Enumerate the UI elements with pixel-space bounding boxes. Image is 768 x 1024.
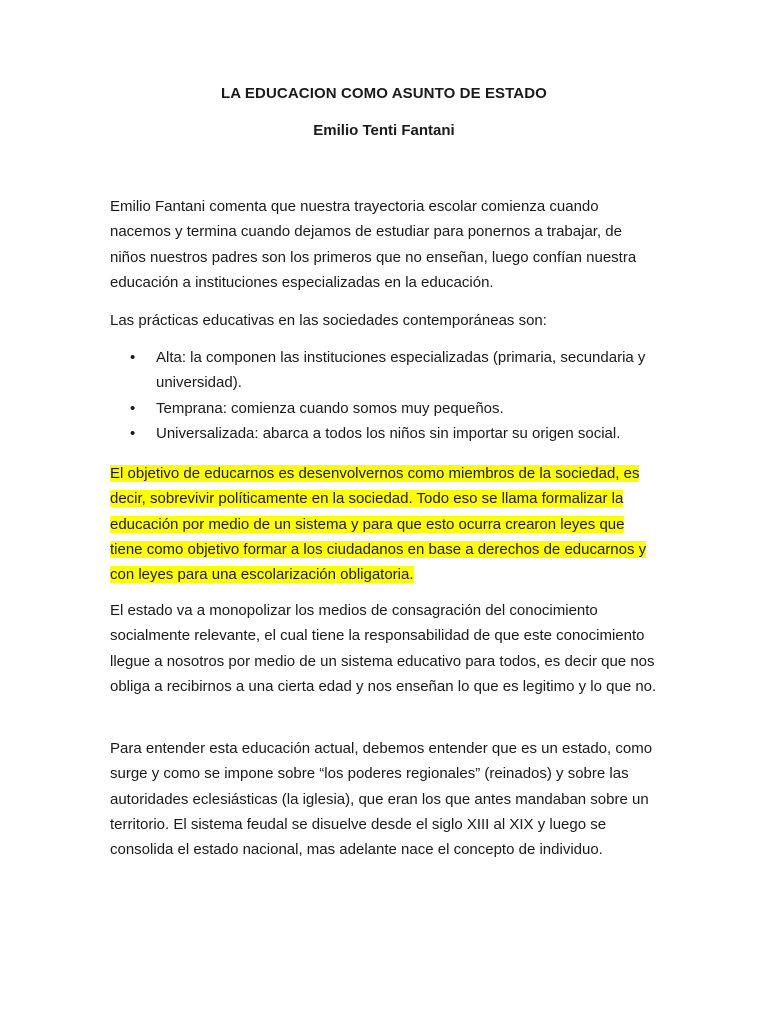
paragraph-history: Para entender esta educación actual, debemos entender que es un estado, como surge y como se impone sobre “los poderes regionales” (reinados) y sobre las autoridades eclesiásticas (la iglesia), que eran los que antes mandaban sobre un territorio. El sistema feudal se disuelve desde el siglo XIII al XIX y luego se consolida el estado nacional, mas adelante nace el concepto de individuo. — [110, 740, 653, 859]
document-author: Emilio Tenti Fantani — [313, 122, 455, 139]
bullet-icon: • — [130, 424, 136, 442]
list-item — [110, 345, 658, 396]
document-title: LA EDUCACION COMO ASUNTO DE ESTADO — [221, 85, 547, 102]
list-item-text: Alta: la componen las instituciones especializadas (primaria, secundaria y universidad). — [156, 349, 646, 392]
list-item — [110, 396, 658, 421]
paragraph-practices: Las prácticas educativas en las sociedades contemporáneas son: — [110, 312, 547, 329]
paragraph-intro: Emilio Fantani comenta que nuestra trayectoria escolar comienza cuando nacemos y termina cuando dejamos de estudiar para ponernos a trabajar, de niños nuestros padres son los primeros que no enseñan, luego confían nuestra educación a instituciones especializadas en la educación. — [110, 198, 637, 291]
paragraph-highlighted — [110, 461, 658, 587]
bullet-icon: • — [130, 349, 136, 366]
highlighted-text: El objetivo de educarnos es desenvolvernos como miembros de la sociedad, es decir, sobrevivir políticamente en la sociedad. Todo eso se llama formalizar la educación por medio de un sistema y para que esto ocurra crearon leyes que tiene como objetivo formar a los ciudadanos en base a derechos de educarnos y con leyes para una escolarización obligatoria. — [110, 465, 647, 584]
paragraph-state: El estado va a monopolizar los medios de consagración del conocimiento socialmente relevante, el cual tiene la responsabilidad de que este conocimiento llegue a nosotros por medio de un sistema educativo para todos, es decir que nos obliga a recibirnos a una cierta edad y nos enseñan lo que es legitimo y lo que no. — [110, 602, 657, 695]
practices-list — [110, 345, 658, 446]
list-item-text: Universalizada: abarca a todos los niños sin importar su origen social. — [156, 424, 621, 442]
bullet-icon: • — [130, 399, 136, 417]
list-item-text: Temprana: comienza cuando somos muy pequeños. — [156, 399, 504, 417]
list-item — [110, 421, 658, 446]
